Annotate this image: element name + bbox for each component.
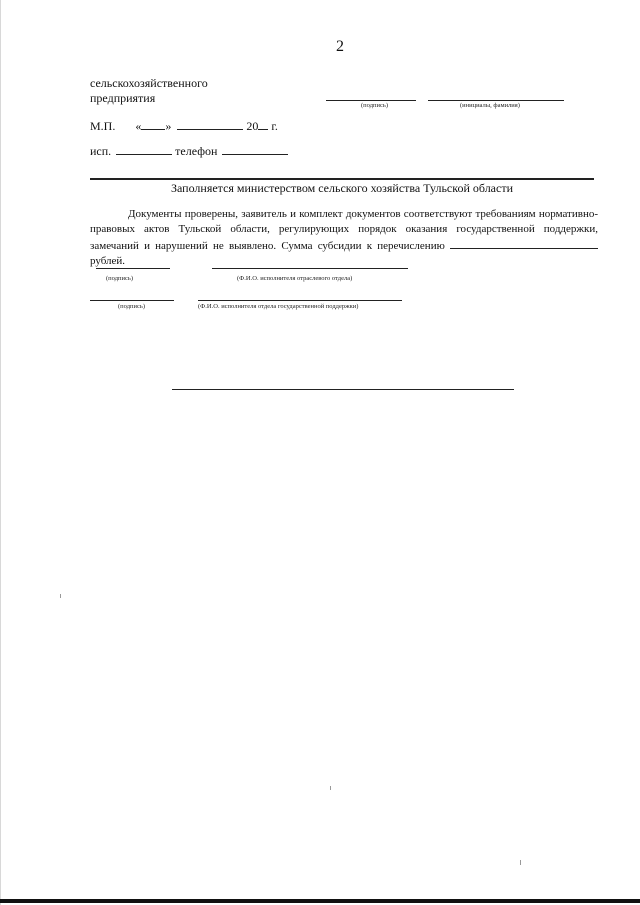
sig1-name-line [212, 268, 408, 269]
org-line-2: предприятия [90, 91, 156, 105]
sig2-signature-line [90, 300, 174, 301]
scan-dot [60, 594, 61, 598]
paragraph-text: Документы проверены, заявитель и комплект документов соответствуют требованиям нормативно-правовых актов Тульской области, регулирующих порядок оказания государственной поддержки, замечаний и нарушений не выявлено. Сумма субсидии к перечислению [90, 208, 598, 252]
executor-label: исп. [90, 144, 112, 158]
org-line-1: сельскохозяйственного [90, 76, 208, 90]
month-blank [177, 118, 243, 130]
stamp-line [90, 118, 278, 133]
phone-blank [222, 143, 288, 155]
close-quote: » [165, 119, 172, 133]
executor-blank [116, 143, 172, 155]
sig1-name-caption: (Ф.И.О. исполнителя отраслевого отдела) [237, 275, 353, 282]
year-prefix: 20 [246, 119, 259, 133]
signature-caption: (подпись) [361, 102, 388, 109]
page-number: 2 [336, 38, 344, 55]
year-blank [258, 118, 268, 130]
sig1-signature-caption: (подпись) [106, 275, 133, 282]
sig2-name-line [198, 300, 402, 301]
sig1-signature-line [96, 268, 170, 269]
year-suffix: г. [271, 119, 278, 133]
initials-line [428, 100, 564, 101]
currency-label: рублей. [90, 255, 126, 267]
initials-caption: (инициалы, фамилия) [460, 102, 520, 109]
scan-dot [520, 860, 521, 865]
closing-rule [172, 389, 514, 390]
signature-line [326, 100, 416, 101]
open-quote: « [135, 119, 142, 133]
scan-bottom-edge [0, 899, 640, 903]
scan-left-edge [0, 0, 1, 905]
phone-label: телефон [175, 144, 218, 158]
day-blank [141, 118, 165, 130]
sig2-name-caption: (Ф.И.О. исполнителя отдела государственной поддержки) [198, 303, 359, 310]
contact-line [90, 143, 288, 158]
subsidy-amount-blank [450, 237, 598, 249]
ministry-heading: Заполняется министерством сельского хозяйства Тульской области [170, 181, 514, 195]
scan-dot [330, 786, 331, 790]
ministry-paragraph [90, 207, 598, 269]
sig2-signature-caption: (подпись) [118, 303, 145, 310]
mp-label: М.П. [90, 119, 116, 133]
section-divider [90, 178, 594, 180]
